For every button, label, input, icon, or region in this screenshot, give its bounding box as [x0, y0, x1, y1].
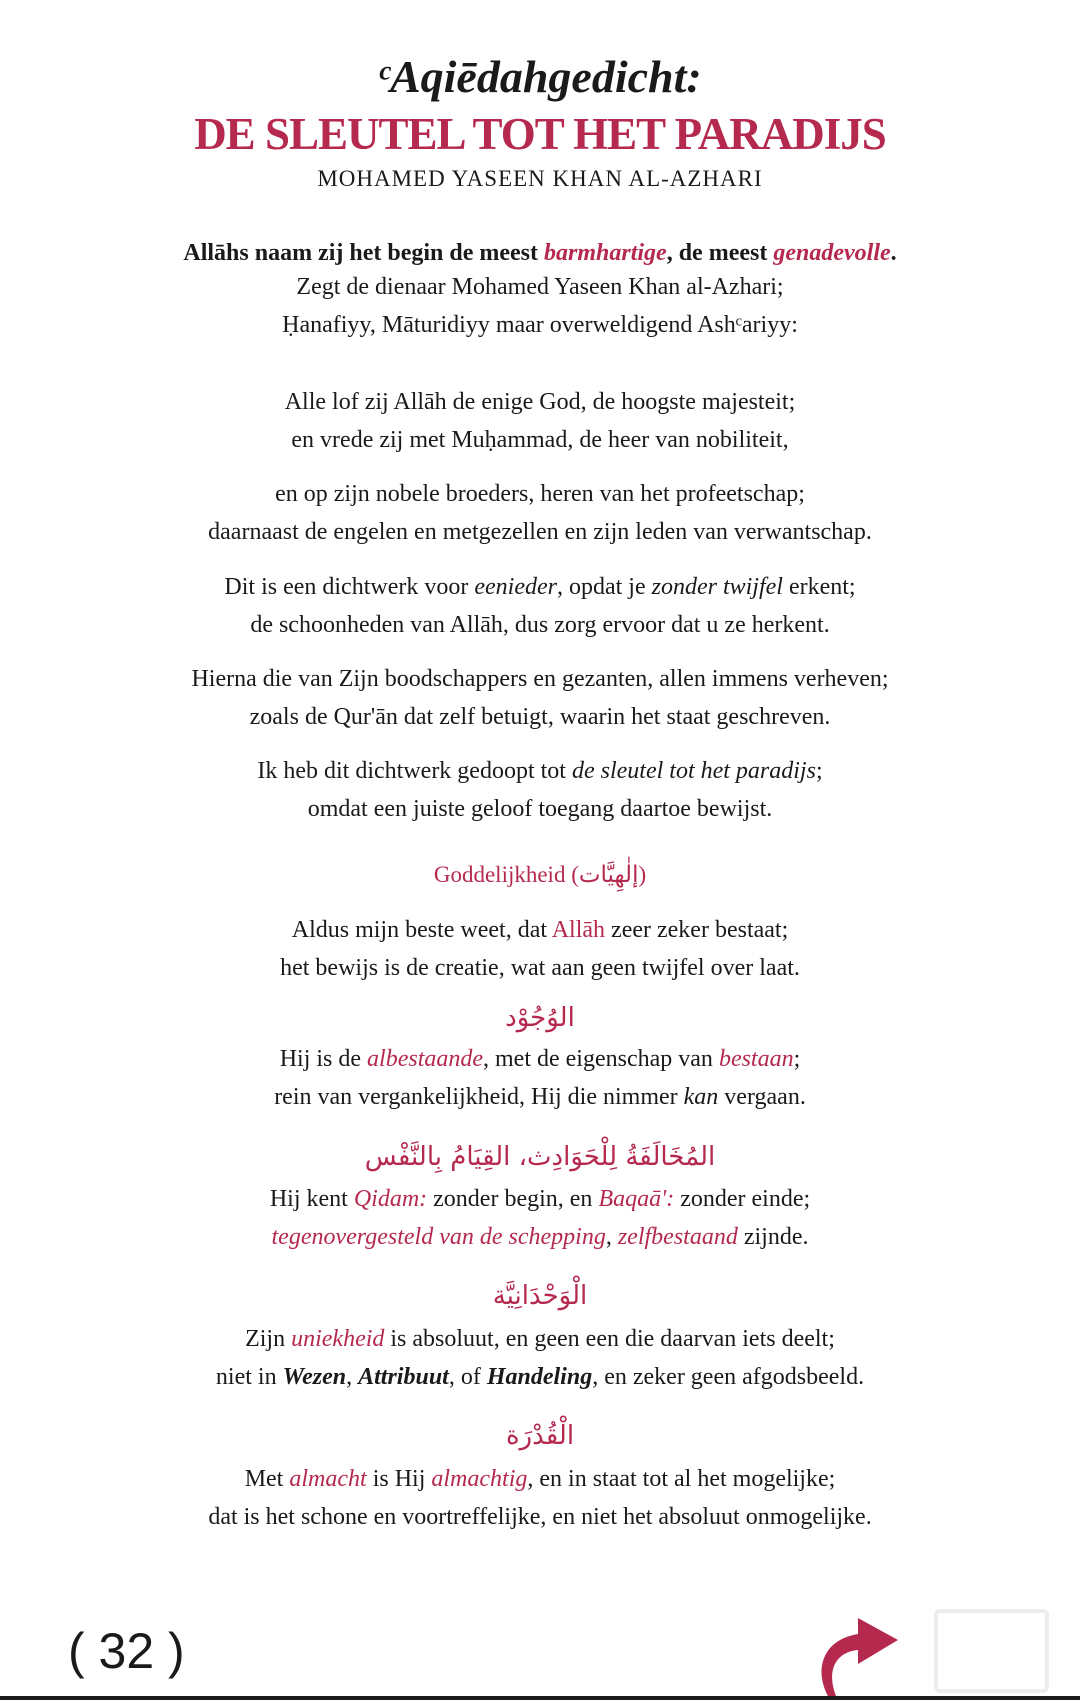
- basmala-text: .: [890, 240, 897, 266]
- verse-line: Zijn uniekheid is absoluut, en geen een die daarvan iets deelt;: [245, 1326, 835, 1352]
- verse-line: rein van vergankelijkheid, Hij die nimmer kan vergaan.: [274, 1084, 806, 1110]
- stanza-6: [0, 752, 1080, 828]
- verse-line: en vrede zij met Muḥammad, de heer van nobiliteit,: [291, 427, 789, 453]
- arabic-heading-wahdaniyya: الْوَحْدَانِيَّة: [492, 1281, 588, 1311]
- arabic-heading-wujud: الوُجُوْد: [505, 1003, 575, 1033]
- main-title: DE SLEUTEL TOT HET PARADIJS: [194, 109, 886, 159]
- verse-line: tegenovergesteld van de schepping, zelfbestaand zijnde.: [271, 1224, 809, 1250]
- verse-line: omdat een juiste geloof toegang daartoe bewijst.: [307, 796, 773, 822]
- stanza-wahdaniyya: [0, 1320, 1080, 1396]
- author-name: MOHAMED YASEEN KHAN AL-AZHARI: [317, 166, 763, 191]
- stanza-godhead: [0, 911, 1080, 987]
- verse-line: Met almacht is Hij almachtig, en in staat tot al het mogelijke;: [244, 1466, 836, 1492]
- verse-line: dat is het schone en voortreffelijke, en niet het absoluut onmogelijke.: [208, 1504, 872, 1530]
- stanza-mukhalafa: [0, 1180, 1080, 1256]
- verse-line: Hierna die van Zijn boodschappers en gezanten, allen immens verheven;: [191, 666, 889, 692]
- verse-line: Hij kent Qidam: zonder begin, en Baqaā': zonder einde;: [269, 1186, 811, 1212]
- verse-line: Ḥanafiyy, Māturidiyy maar overweldigend Ashᶜariyy:: [282, 312, 798, 338]
- stanza-4: [0, 568, 1080, 644]
- verse-line: Dit is een dichtwerk voor eenieder, opdat je zonder twijfel erkent;: [224, 574, 856, 600]
- verse-line: Hij is de albestaande, met de eigenschap van bestaan;: [279, 1046, 801, 1072]
- verse-line: Zegt de dienaar Mohamed Yaseen Khan al-Azhari;: [296, 274, 784, 300]
- verse-line: Aldus mijn beste weet, dat Allāh zeer zeker bestaat;: [291, 917, 789, 943]
- bottom-divider: [0, 1696, 1080, 1700]
- basmala-line: [0, 240, 1080, 267]
- basmala-word-genadevolle: genadevolle: [773, 240, 891, 266]
- curved-arrow-icon: [810, 1608, 910, 1698]
- basmala-word-barmhartige: barmhartige: [544, 240, 667, 266]
- stanza-wujud: [0, 1040, 1080, 1116]
- share-button[interactable]: [810, 1608, 910, 1698]
- section-heading: Goddelijkheid (إلٰهِيَّات): [433, 862, 647, 887]
- verse-line: zoals de Qur'ān dat zelf betuigt, waarin het staat geschreven.: [249, 704, 831, 730]
- stanza-1: [0, 268, 1080, 344]
- verse-line: daarnaast de engelen en metgezellen en zijn leden van verwantschap.: [208, 519, 872, 545]
- verse-line: het bewijs is de creatie, wat aan geen twijfel over laat.: [280, 955, 800, 981]
- stanza-5: [0, 660, 1080, 736]
- arabic-heading-qudra: الْقُدْرَة: [505, 1421, 575, 1451]
- verse-line: niet in Wezen, Attribuut, of Handeling, en zeker geen afgodsbeeld.: [215, 1364, 865, 1390]
- basmala-text: Allāhs naam zij het begin de meest: [183, 240, 545, 266]
- stanza-3: [0, 475, 1080, 551]
- basmala-text: , de meest: [666, 240, 774, 266]
- stanza-qudra: [0, 1460, 1080, 1536]
- verse-line: de schoonheden van Allāh, dus zorg ervoor dat u ze herkent.: [250, 612, 830, 638]
- verse-line: Alle lof zij Allāh de enige God, de hoogste majesteit;: [284, 389, 796, 415]
- page-number: ( 32 ): [68, 1623, 185, 1679]
- bookmark-box[interactable]: [934, 1609, 1049, 1693]
- script-title: ᶜAqiēdahgedicht:: [378, 51, 702, 102]
- stanza-2: [0, 383, 1080, 459]
- verse-line: Ik heb dit dichtwerk gedoopt tot de sleutel tot het paradijs;: [257, 758, 823, 784]
- verse-line: en op zijn nobele broeders, heren van het profeetschap;: [275, 481, 805, 507]
- arabic-heading-mukhalafa: المُخَالَفَةُ لِلْحَوَادِث، القِيَامُ بِالنَّفْس: [364, 1142, 716, 1172]
